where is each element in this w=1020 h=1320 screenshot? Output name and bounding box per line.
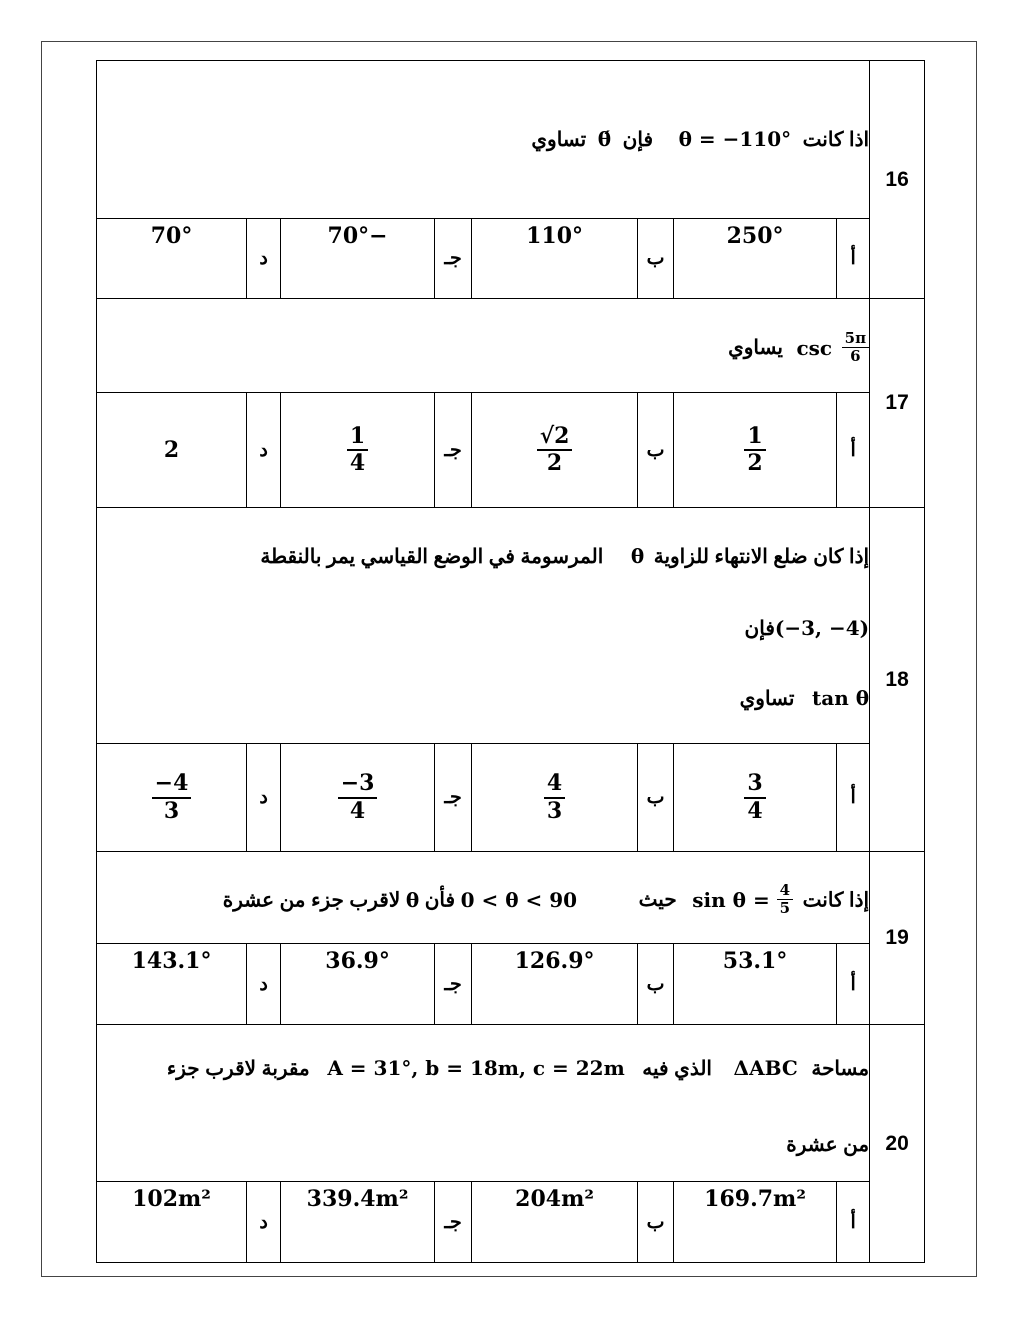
option-value[interactable]: $\frac{1}{2}$ <box>674 393 837 508</box>
option-label: د <box>247 1182 281 1263</box>
option-label: ب <box>638 1182 674 1263</box>
question-20-stem: مساحة ΔABC الذي فيه A = 31°, b = 18m, c = 22m مقربة لاقرب جزء من عشرة <box>97 1025 870 1182</box>
option-label: جـ <box>435 744 472 852</box>
option-value[interactable]: 126.9° <box>472 944 638 1025</box>
questions-table <box>96 60 925 1263</box>
question-18-row <box>97 508 925 744</box>
question-19-row <box>97 852 925 944</box>
option-value[interactable]: 36.9° <box>281 944 435 1025</box>
option-label: جـ <box>435 944 472 1025</box>
option-label: أ <box>837 744 870 852</box>
option-value[interactable]: 2 <box>97 393 247 508</box>
option-value[interactable]: $\frac{√2}{2}$ <box>472 393 638 508</box>
option-value[interactable]: $\frac{4}{3}$ <box>472 744 638 852</box>
option-label: ب <box>638 744 674 852</box>
option-value[interactable]: 110° <box>472 219 638 299</box>
option-value[interactable]: $\frac{3}{4}$ <box>674 744 837 852</box>
question-16-options <box>97 219 925 299</box>
question-19-options <box>97 944 925 1025</box>
option-label: د <box>247 944 281 1025</box>
question-number: 19 <box>870 852 925 1025</box>
question-19-stem: إذا كانت sin θ = $\frac{4}{5}$ حيث 0 < θ < 90 فأن θ لاقرب جزء من عشرة <box>97 852 870 944</box>
question-17-stem: $\frac{5\pi}{6}$ csc يساوي <box>97 299 870 393</box>
question-number: 16 <box>870 61 925 299</box>
option-label: ب <box>638 219 674 299</box>
option-label: أ <box>837 1182 870 1263</box>
question-17-row <box>97 299 925 393</box>
question-16-row <box>97 61 925 219</box>
option-label: أ <box>837 944 870 1025</box>
option-value[interactable]: $\frac{-4}{3}$ <box>97 744 247 852</box>
question-20-row <box>97 1025 925 1182</box>
option-label: أ <box>837 393 870 508</box>
option-value[interactable]: 169.7m² <box>674 1182 837 1263</box>
option-label: ب <box>638 393 674 508</box>
option-label: د <box>247 219 281 299</box>
option-value[interactable]: 339.4m² <box>281 1182 435 1263</box>
option-label: أ <box>837 219 870 299</box>
question-number: 17 <box>870 299 925 508</box>
option-value[interactable]: 70° <box>97 219 247 299</box>
option-value[interactable]: 250° <box>674 219 837 299</box>
option-label: جـ <box>435 1182 472 1263</box>
option-label: د <box>247 393 281 508</box>
question-18-stem: إذا كان ضلع الانتهاء للزاوية θ المرسومة في الوضع القياسي يمر بالنقطة (−3, −4)فإن tan θ تساوي <box>97 508 870 744</box>
option-label: ب <box>638 944 674 1025</box>
question-16-stem: اذا كانت θ = −110° فإن θ́ تساوي <box>97 61 870 219</box>
question-number: 20 <box>870 1025 925 1263</box>
option-label: د <box>247 744 281 852</box>
option-value[interactable]: 204m² <box>472 1182 638 1263</box>
option-label: جـ <box>435 219 472 299</box>
option-value[interactable]: 143.1° <box>97 944 247 1025</box>
option-value[interactable]: $\frac{-3}{4}$ <box>281 744 435 852</box>
option-value[interactable]: $\frac{1}{4}$ <box>281 393 435 508</box>
option-value[interactable]: 53.1° <box>674 944 837 1025</box>
question-20-options <box>97 1182 925 1263</box>
question-17-options <box>97 393 925 508</box>
question-18-options <box>97 744 925 852</box>
option-value[interactable]: 102m² <box>97 1182 247 1263</box>
question-number: 18 <box>870 508 925 852</box>
option-value[interactable]: −70° <box>281 219 435 299</box>
option-label: جـ <box>435 393 472 508</box>
